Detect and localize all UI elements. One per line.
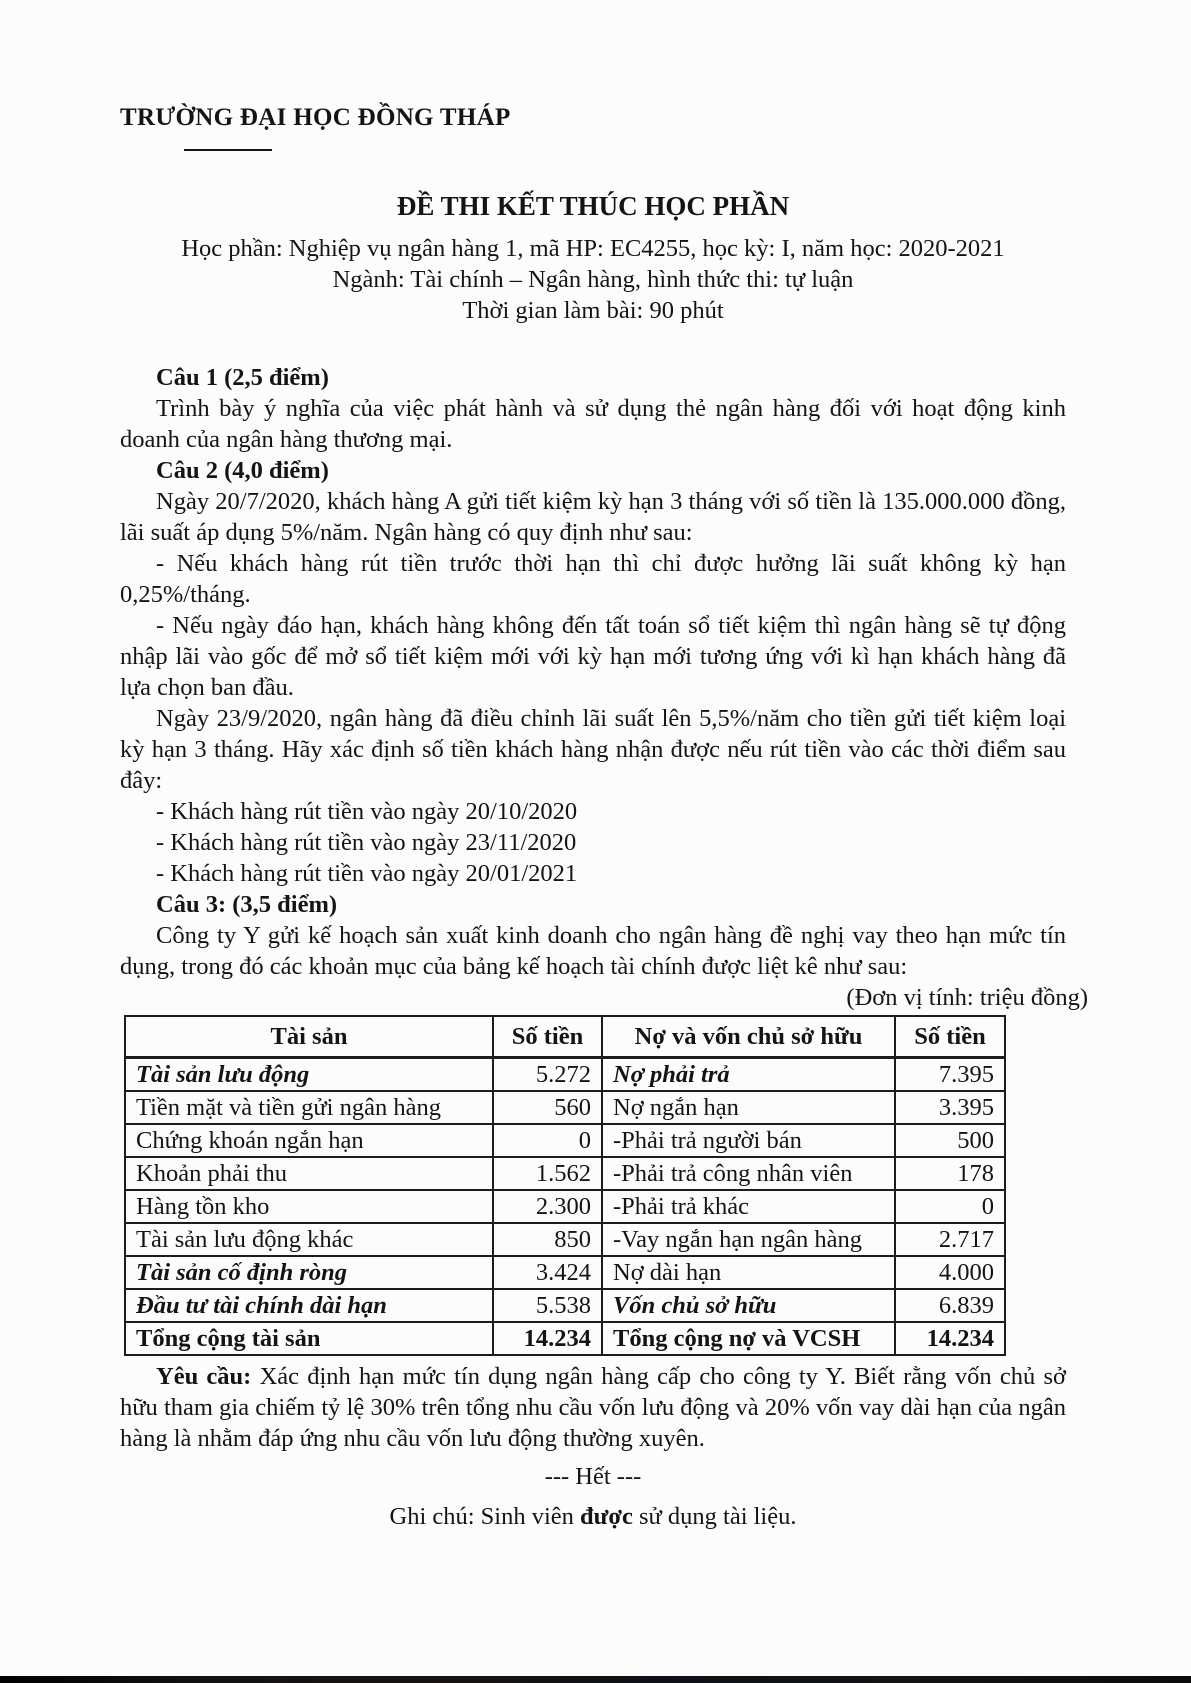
liability-amount-cell: 3.395 bbox=[895, 1091, 1005, 1124]
liability-label-cell: -Phải trả công nhân viên bbox=[602, 1157, 895, 1190]
asset-amount-cell: 850 bbox=[493, 1223, 602, 1256]
liability-amount-cell: 6.839 bbox=[895, 1289, 1005, 1322]
liability-amount-cell: 2.717 bbox=[895, 1223, 1005, 1256]
question-3-heading: Câu 3: (3,5 điểm) bbox=[156, 891, 338, 918]
asset-label-cell: Chứng khoán ngắn hạn bbox=[125, 1124, 493, 1157]
liability-label-cell: -Phải trả người bán bbox=[602, 1124, 895, 1157]
table-row bbox=[125, 1289, 1005, 1322]
asset-amount-cell: 5.538 bbox=[493, 1289, 602, 1322]
liability-amount-cell: 500 bbox=[895, 1124, 1005, 1157]
question-1-body: Trình bày ý nghĩa của việc phát hành và sử dụng thẻ ngân hàng đối với hoạt động kinh doanh của ngân hàng thương mại. bbox=[120, 395, 1066, 453]
table-row bbox=[125, 1091, 1005, 1124]
scanner-edge-artifact bbox=[0, 1676, 1191, 1683]
asset-label-cell: Khoản phải thu bbox=[125, 1157, 493, 1190]
header-assets: Tài sản bbox=[125, 1016, 493, 1058]
withdraw-option-2: - Khách hàng rút tiền vào ngày 23/11/2020 bbox=[156, 829, 577, 856]
question-2-heading: Câu 2 (4,0 điểm) bbox=[156, 457, 329, 484]
question-1-heading: Câu 1 (2,5 điểm) bbox=[156, 364, 329, 391]
asset-label-cell: Tài sản cố định ròng bbox=[125, 1256, 493, 1289]
table-row bbox=[125, 1124, 1005, 1157]
asset-amount-cell: 0 bbox=[493, 1124, 602, 1157]
liability-amount-cell: 4.000 bbox=[895, 1256, 1005, 1289]
balance-table-body bbox=[125, 1058, 1005, 1356]
asset-amount-cell: 14.234 bbox=[493, 1322, 602, 1355]
asset-label-cell: Đầu tư tài chính dài hạn bbox=[125, 1289, 493, 1322]
exam-title: ĐỀ THI KẾT THÚC HỌC PHẦN bbox=[396, 191, 790, 221]
header-liabilities-equity: Nợ và vốn chủ sở hữu bbox=[602, 1016, 895, 1058]
liability-amount-cell: 178 bbox=[895, 1157, 1005, 1190]
liability-label-cell: Vốn chủ sở hữu bbox=[602, 1289, 895, 1322]
meta-course-line: Học phần: Nghiệp vụ ngân hàng 1, mã HP: EC4255, học kỳ: I, năm học: 2020-2021 bbox=[181, 235, 1005, 262]
liability-amount-cell: 0 bbox=[895, 1190, 1005, 1223]
asset-amount-cell: 560 bbox=[493, 1091, 602, 1124]
table-unit-note: (Đơn vị tính: triệu đồng) bbox=[846, 984, 1088, 1011]
requirement-text: Xác định hạn mức tín dụng ngân hàng cấp cho công ty Y. Biết rằng vốn chủ sở hữu tham gia chiếm tỷ lệ 30% trên tổng nhu cầu vốn lưu động và 20% vốn vay dài hạn của ngân hàng là nhằm đáp ứng nhu cầu vốn lưu động thường xuyên. bbox=[120, 1363, 1066, 1452]
liability-label-cell: Nợ ngắn hạn bbox=[602, 1091, 895, 1124]
meta-duration-line: Thời gian làm bài: 90 phút bbox=[462, 297, 724, 324]
question-3-intro: Công ty Y gửi kế hoạch sản xuất kinh doanh cho ngân hàng đề nghị vay theo hạn mức tín dụng, trong đó các khoản mục của bảng kế hoạch tài chính được liệt kê như sau: bbox=[120, 922, 1066, 980]
liability-label-cell: -Vay ngắn hạn ngân hàng bbox=[602, 1223, 895, 1256]
liability-label-cell: Tổng cộng nợ và VCSH bbox=[602, 1322, 895, 1355]
withdraw-option-3: - Khách hàng rút tiền vào ngày 20/01/2021 bbox=[156, 860, 578, 887]
table-row bbox=[125, 1223, 1005, 1256]
asset-amount-cell: 1.562 bbox=[493, 1157, 602, 1190]
liability-label-cell: -Phải trả khác bbox=[602, 1190, 895, 1223]
requirement-label: Yêu cầu: bbox=[156, 1363, 252, 1390]
asset-amount-cell: 2.300 bbox=[493, 1190, 602, 1223]
end-of-exam-mark: --- Hết --- bbox=[544, 1463, 642, 1490]
question-2-rule-2: - Nếu ngày đáo hạn, khách hàng không đến tất toán sổ tiết kiệm thì ngân hàng sẽ tự động nhập lãi vào gốc để mở sổ tiết kiệm mới với kỳ hạn mới tương ứng với kì hạn khách hàng đã lựa chọn ban đầu. bbox=[120, 612, 1066, 701]
table-row bbox=[125, 1058, 1005, 1092]
liability-amount-cell: 7.395 bbox=[895, 1058, 1005, 1092]
exam-footer-note bbox=[120, 1501, 1066, 1532]
school-name: TRƯỜNG ĐẠI HỌC ĐỒNG THÁP bbox=[120, 104, 511, 131]
balance-sheet-table bbox=[124, 1015, 1006, 1356]
asset-label-cell: Tiền mặt và tiền gửi ngân hàng bbox=[125, 1091, 493, 1124]
liability-amount-cell: 14.234 bbox=[895, 1322, 1005, 1355]
asset-amount-cell: 5.272 bbox=[493, 1058, 602, 1092]
question-2-rule-1: - Nếu khách hàng rút tiền trước thời hạn thì chỉ được hưởng lãi suất không kỳ hạn 0,25%/tháng. bbox=[120, 550, 1066, 608]
asset-label-cell: Tổng cộng tài sản bbox=[125, 1322, 493, 1355]
asset-label-cell: Tài sản lưu động bbox=[125, 1058, 493, 1092]
meta-major-line: Ngành: Tài chính – Ngân hàng, hình thức thi: tự luận bbox=[332, 266, 854, 293]
liability-label-cell: Nợ dài hạn bbox=[602, 1256, 895, 1289]
question-3-requirement bbox=[120, 1361, 1066, 1454]
question-2-intro: Ngày 20/7/2020, khách hàng A gửi tiết kiệm kỳ hạn 3 tháng với số tiền là 135.000.000 đồng, lãi suất áp dụng 5%/năm. Ngân hàng có quy định như sau: bbox=[120, 488, 1066, 546]
table-header-row bbox=[125, 1016, 1005, 1058]
table-row bbox=[125, 1322, 1005, 1355]
school-underline bbox=[184, 149, 272, 151]
question-2-adjustment: Ngày 23/9/2020, ngân hàng đã điều chỉnh lãi suất lên 5,5%/năm cho tiền gửi tiết kiệm loại kỳ hạn 3 tháng. Hãy xác định số tiền khách hàng nhận được nếu rút tiền vào các thời điểm sau đây: bbox=[120, 705, 1066, 794]
note-prefix: Ghi chú: Sinh viên bbox=[389, 1503, 581, 1530]
table-row bbox=[125, 1190, 1005, 1223]
table-row bbox=[125, 1256, 1005, 1289]
asset-label-cell: Hàng tồn kho bbox=[125, 1190, 493, 1223]
withdraw-option-1: - Khách hàng rút tiền vào ngày 20/10/2020 bbox=[156, 798, 578, 825]
page-content bbox=[120, 0, 1088, 1532]
header-amount-right: Số tiền bbox=[895, 1016, 1005, 1058]
exam-meta bbox=[120, 233, 1066, 326]
header-amount-left: Số tiền bbox=[493, 1016, 602, 1058]
asset-label-cell: Tài sản lưu động khác bbox=[125, 1223, 493, 1256]
note-suffix: sử dụng tài liệu. bbox=[632, 1503, 797, 1530]
table-row bbox=[125, 1157, 1005, 1190]
asset-amount-cell: 3.424 bbox=[493, 1256, 602, 1289]
exam-body bbox=[120, 362, 1088, 1532]
note-bold-word: được bbox=[580, 1503, 633, 1530]
liability-label-cell: Nợ phải trả bbox=[602, 1058, 895, 1092]
